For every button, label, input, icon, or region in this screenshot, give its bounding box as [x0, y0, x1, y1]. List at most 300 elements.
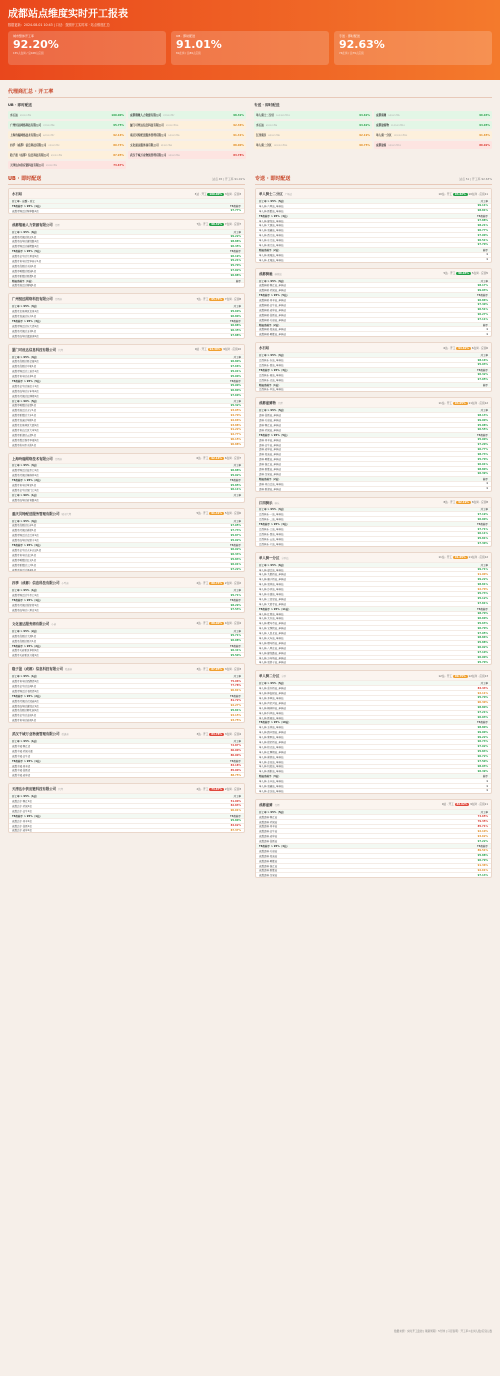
group-metric: 开工率	[233, 305, 241, 309]
group-label: 物流类骑手（2站）	[259, 248, 281, 252]
kpi-zs	[334, 31, 492, 65]
agent-card-headcount: 8在岗 · 应到8	[471, 501, 488, 505]
station-row[interactable]	[9, 828, 244, 833]
agent-card-header[interactable]	[9, 619, 244, 628]
station-rate: 95.63%	[477, 621, 488, 625]
station-name: 途骑·武侯站_单骑站	[259, 428, 282, 432]
station-rate: 80.00%	[230, 754, 241, 758]
agent-card-name: 单人骑士二分区	[259, 192, 283, 196]
agent-name: 成都骑驰	[376, 114, 387, 117]
station-name: 成都市锦江区合江亭1店	[12, 534, 39, 538]
agent-card-header[interactable]	[256, 498, 491, 507]
station-name: 成都市温江区柳城1店	[12, 284, 37, 288]
station-name: 成都千城·金牛店	[12, 754, 31, 758]
agent-count: 11在岗/应到12	[393, 134, 408, 137]
group-metric: 开工率	[480, 354, 488, 358]
group-metric: 开工率	[480, 508, 488, 512]
station-rate: 90.01%	[230, 809, 241, 813]
agent-card-tag: 代理	[274, 803, 280, 807]
group-label: T8类骑手 > 95%（2站）	[12, 479, 43, 483]
group-label: T8类骑手 > 95%（1站）	[12, 599, 43, 603]
station-name: 单人骑·六里站_单骑站	[259, 204, 284, 208]
agent-rate: 92.36%	[233, 123, 244, 127]
station-rate: 95.70%	[477, 696, 488, 700]
agent-card-header[interactable]	[256, 343, 491, 352]
station-row[interactable]	[256, 541, 491, 546]
station-name: 单人骑·机投站_单骑站	[259, 765, 284, 769]
agent-rate: 96.03%	[479, 113, 490, 117]
agent-card-header[interactable]	[256, 800, 491, 809]
station-name: 成都市锦江区三圣乡1店	[12, 370, 39, 374]
station-name: 途骑·青白江站_单骑站	[259, 482, 284, 486]
station-rate: 99.22%	[477, 735, 488, 739]
agent-card-name: 成都骑驰	[259, 271, 273, 276]
station-rate: 98.29%	[230, 603, 241, 607]
agent-card-tag: 渠道商	[64, 668, 73, 672]
station-name: 途骑·成华站_单骑站	[259, 448, 282, 452]
station-name: 成都途骑·天府站	[259, 849, 278, 853]
station-name: 单人骑·紫荆站_单骑站	[259, 736, 284, 740]
group-label: 开工率 > 90%（5站）	[12, 399, 39, 403]
group-metric: T8类骑手	[230, 814, 241, 818]
station-rate: 98.13%	[477, 413, 488, 417]
agent-count: 3在岗/应到3	[50, 154, 63, 157]
summary-agent-cell[interactable]	[8, 111, 126, 119]
agent-card-headcount: 3在岗 · 应到4	[224, 732, 241, 736]
station-name: 成都千城·青羊店	[12, 764, 31, 768]
kpi-row	[8, 31, 492, 65]
station-rate: 95.71%	[230, 593, 241, 597]
group-metric: 开工率	[233, 519, 241, 523]
station-rate: 94.62%	[477, 834, 488, 838]
summary-agent-cell[interactable]	[254, 141, 372, 149]
station-rate: 95.70%	[477, 660, 488, 664]
station-rate: 92.70%	[477, 587, 488, 591]
group-label: T8类骑手 > 95%（10站）	[259, 721, 291, 725]
group-label: T8类骑手 > 95%（4站）	[259, 523, 290, 527]
station-name: 成都市郫都区红光1店	[12, 558, 37, 562]
summary-agent-cell[interactable]	[374, 111, 492, 119]
station-row[interactable]	[256, 872, 491, 877]
group-metric: T8类骑手	[477, 845, 488, 849]
station-row[interactable]	[9, 442, 244, 447]
agent-card-name: 成都途骑物	[259, 401, 276, 406]
agent-card-station-count: 8站 · 开工	[443, 501, 456, 505]
station-rate: 95.50%	[230, 653, 241, 657]
station-rate: 96.80%	[230, 314, 241, 318]
station-row[interactable]	[256, 486, 491, 491]
summary-ub-grid	[8, 111, 246, 169]
station-rate: 97.90%	[477, 233, 488, 237]
agent-count: 4在岗/应到4	[160, 144, 172, 147]
station-name: 成都市金牛区九里堤1店	[12, 255, 39, 259]
station-rate: 98.81%	[477, 209, 488, 213]
agent-card-header[interactable]	[9, 220, 244, 229]
station-name: 成都途骑·金牛站	[259, 830, 278, 834]
agent-card-header[interactable]	[9, 578, 244, 587]
summary-agent-cell[interactable]	[374, 141, 492, 149]
rate-badge: 89.74%	[211, 581, 223, 585]
station-row[interactable]	[256, 659, 491, 664]
station-name: 成都途骑·新都站	[259, 869, 278, 873]
station-rate: 74.65%	[477, 815, 488, 819]
group-label: 物流类骑手（2站）	[259, 477, 281, 481]
agent-name: 四季（成都）信息科技有限公司	[10, 144, 47, 147]
station-name: 成都市锦江区书院街1店	[12, 689, 39, 693]
station-rate: 97.77%	[230, 209, 241, 213]
agent-card-stat	[196, 621, 241, 625]
station-name: 单人骑·文殊院站_单骑站	[259, 627, 287, 631]
station-rate: 97.74%	[230, 528, 241, 532]
summary-ub	[8, 101, 246, 169]
station-name: 成都市青羊区光华1店	[12, 375, 37, 379]
station-name: 江西骑乐·二站_单骑站	[259, 518, 284, 522]
station-rate: 96.92%	[477, 646, 488, 650]
station-rate: 92.11%	[477, 691, 488, 695]
kpi-label: 城市整体开工率	[13, 34, 35, 38]
agent-card-headcount: 7在岗 · 应到8	[224, 297, 241, 301]
station-rate: 97.92%	[477, 745, 488, 749]
group-metric: 骑手	[482, 323, 488, 327]
station-name: 成都达尔·高新1店	[12, 824, 32, 828]
agent-card-headcount: 11在岗 · 应到12	[468, 401, 488, 405]
agent-card-header[interactable]	[9, 189, 244, 198]
agent-card-station-count: 3站 · 开工	[196, 732, 209, 736]
station-rate: 1	[486, 482, 488, 486]
agent-card	[8, 508, 245, 573]
station-name: 成都市高新区孵化园1店	[12, 709, 39, 713]
summary-agent-cell[interactable]	[128, 131, 246, 139]
station-name: 成都市高新区新会展1店	[12, 360, 39, 364]
station-rate: 95.80%	[230, 819, 241, 823]
group-metric: T8类骑手	[230, 479, 241, 483]
station-name: 成都市郫都区安德1店	[12, 404, 37, 408]
station-rate: 96.01%	[477, 462, 488, 466]
station-name: 成都途骑·锦江站	[259, 815, 278, 819]
group-metric: 开工率	[233, 230, 241, 234]
station-rate: 97.50%	[477, 760, 488, 764]
station-name: 成都骑驰·青羊站_单骑站	[259, 299, 287, 303]
station-name: 单人骑·桐梓林站_单骑站	[259, 706, 287, 710]
station-rate: 96.27%	[477, 313, 488, 317]
agent-card-tag: 代理	[58, 348, 63, 352]
station-name: 单人骑·建设站_单骑站	[259, 219, 284, 223]
agent-card-tag: 代理	[54, 223, 60, 227]
station-rate: 97.14%	[477, 873, 488, 877]
agent-card-title	[259, 555, 289, 560]
summary-agent-cell[interactable]	[254, 111, 372, 119]
agent-card-header[interactable]	[9, 294, 244, 303]
station-name: 途骑·青羊站_单骑站	[259, 438, 282, 442]
agent-rate: 91.65%	[479, 133, 490, 137]
station-name: 成都市武侯区红牌楼1店	[12, 394, 39, 398]
summary-agent-cell[interactable]	[128, 151, 246, 159]
agent-card-title	[259, 400, 283, 405]
agent-count: 11在岗/应到12	[390, 124, 405, 127]
station-rate: 90.15%	[230, 438, 241, 442]
station-name: 成都市武侯区衣冠庙1店	[12, 699, 39, 703]
station-rate: 98.03%	[477, 764, 488, 768]
detail-columns	[8, 169, 492, 883]
agent-rate: 89.74%	[113, 143, 124, 147]
station-name: 单人骑·晋阳站_单骑站	[259, 770, 284, 774]
station-rate: 97.66%	[230, 364, 241, 368]
station-rate: 97.22%	[230, 567, 241, 571]
station-rate: 96.80%	[230, 359, 241, 363]
station-name: 成都市高新区大源1店	[12, 634, 37, 638]
group-metric: T8类骑手	[477, 294, 488, 298]
group-label: T8类骑手 > 95%（3站）	[259, 368, 290, 372]
agent-card-header[interactable]	[9, 509, 244, 518]
summary-agent-cell[interactable]	[374, 131, 492, 139]
group-label: 开工率 > 90%（1站）	[12, 493, 39, 497]
station-rate: 1	[486, 258, 488, 262]
station-rate: 95.60%	[230, 309, 241, 313]
agent-card-title	[12, 666, 72, 671]
station-rate: 95.84%	[477, 750, 488, 754]
agent-card-station-count: 5站 · 开工	[443, 272, 456, 276]
agent-card	[255, 268, 492, 338]
station-name: 成都市锦江区盐市口1店	[12, 469, 39, 473]
agent-card-headcount: 4在岗 · 应到4	[224, 622, 241, 626]
station-rate: 95.32%	[230, 403, 241, 407]
station-rate: 98.17%	[477, 283, 488, 287]
kpi-city	[8, 31, 166, 65]
station-rate: 93.75%	[230, 718, 241, 722]
group-label: T8类骑手 > 95%（1站）	[12, 759, 43, 763]
agent-count: 8在岗/应到8	[268, 134, 280, 137]
agent-count: 12在岗/应到13	[273, 144, 288, 147]
station-row[interactable]	[256, 788, 491, 793]
agent-card	[8, 344, 245, 448]
group-metric: 开工率	[233, 740, 241, 744]
summary-agent-cell[interactable]	[8, 131, 126, 139]
summary-agent-cell[interactable]	[254, 121, 372, 129]
station-name: 成都市双流区东升1店	[12, 315, 37, 319]
station-name: 单人骑·沙河站_单骑站	[259, 588, 284, 592]
agent-card-name: 稳子盈（成都）信息科技有限公司	[12, 667, 63, 672]
station-rate: 96.74%	[477, 740, 488, 744]
station-rate: 1	[486, 784, 488, 788]
agent-card-name: 水石站	[12, 192, 23, 196]
station-name: 成都途骑·双流站	[259, 854, 278, 858]
agent-card-headcount: 10在岗 · 应到11	[468, 192, 488, 196]
agent-card-header[interactable]	[256, 398, 491, 407]
agent-card-name: 四季（成都）信息科技有限公司	[12, 581, 60, 586]
station-row[interactable]	[9, 772, 244, 777]
group-label: T8类骑手 > 95%（11站）	[259, 607, 291, 611]
agent-card-station-count: 4站 · 开工	[196, 622, 209, 626]
station-row[interactable]	[256, 387, 491, 392]
station-name: 江西骑乐·东站_单骑站	[259, 359, 284, 363]
agent-card-header[interactable]	[256, 553, 491, 562]
station-rate: 91.90%	[477, 572, 488, 576]
summary-agent-cell[interactable]	[8, 121, 126, 129]
summary-agent-cell[interactable]	[128, 141, 246, 149]
station-rate: 97.60%	[230, 394, 241, 398]
agent-card	[255, 552, 492, 666]
group-metric: T8类骑手	[477, 433, 488, 437]
agent-card-header[interactable]	[9, 454, 244, 463]
agent-rate: 92.16%	[113, 133, 124, 137]
summary-agent-cell[interactable]	[128, 111, 246, 119]
summary-agent-cell[interactable]	[8, 161, 126, 169]
station-rate: 95.02%	[230, 473, 241, 477]
station-rate: 95.93%	[477, 363, 488, 367]
kpi-note: 74在岗 / 总79人应到	[339, 52, 364, 55]
agent-card-tag: 代理	[277, 402, 283, 406]
agent-card-header[interactable]	[9, 664, 244, 673]
summary-agent-cell[interactable]	[8, 141, 126, 149]
summary-zs-grid	[254, 111, 492, 149]
agent-name: 江西骑乐	[256, 134, 267, 137]
agent-card	[8, 663, 245, 723]
station-name: 单人骑·骡马市站_单骑站	[259, 622, 287, 626]
station-name: 成都市武侯区玉林1店	[12, 329, 37, 333]
agent-rate: 92.19%	[359, 133, 370, 137]
agent-card-name: 江西骑乐	[259, 500, 273, 505]
station-name: 成都市成华区双桥子1店	[12, 539, 39, 543]
station-name: 成都市成华区建设路1店	[12, 240, 39, 244]
ub-column	[8, 169, 245, 883]
agent-card-headcount: 7在岗 · 应到7	[224, 223, 241, 227]
station-rate: 96.60%	[477, 616, 488, 620]
agent-card-headcount: 5在岗 · 应到6	[224, 512, 241, 516]
group-metric: 开工率	[480, 199, 488, 203]
station-rate: 97.88%	[230, 334, 241, 338]
station-row[interactable]	[256, 257, 491, 262]
agent-card-tag: 代理商	[54, 457, 62, 461]
agent-card-header[interactable]	[256, 671, 491, 680]
rate-badge: 92.36%	[209, 348, 221, 352]
station-name: 江西骑乐·三站_单骑站	[259, 528, 284, 532]
station-row[interactable]	[9, 717, 244, 722]
station-row[interactable]	[9, 652, 244, 657]
station-rate: 75.96%	[230, 679, 241, 683]
station-rate: 92.77%	[230, 433, 241, 437]
station-rate: 95.70%	[477, 457, 488, 461]
station-rate: 97.05%	[477, 378, 488, 382]
agent-card-station-count: 7站 · 开工	[196, 297, 209, 301]
station-rate: 95.90%	[477, 438, 488, 442]
group-label: 开工率 > 95%（5站）	[259, 409, 286, 413]
station-name: 单人骑·棕北站_单骑站	[259, 745, 284, 749]
agent-card-stat	[439, 555, 488, 559]
page-footer: 数据来源：实时开工监控 | 刷新周期：5分钟 | 口径说明：开工率=在岗人数/应到人数	[394, 1330, 492, 1333]
agent-name: 上海玲瑞网络技术有限公司	[10, 134, 42, 137]
group-metric: 开工率	[233, 355, 241, 359]
agent-card-headcount: 6在岗 · 应到7	[224, 457, 241, 461]
group-metric: 开工率	[233, 464, 241, 468]
agent-card	[255, 342, 492, 392]
summary-agent-cell[interactable]	[128, 121, 246, 129]
agent-card-title	[12, 296, 62, 301]
station-rate: 96.88%	[230, 274, 241, 278]
agent-card-header[interactable]	[256, 189, 491, 198]
group-label: 开工率 > 95%（2站）	[12, 629, 39, 633]
agent-card-title	[259, 802, 279, 807]
station-rate: 99.00%	[477, 730, 488, 734]
agent-card-header[interactable]	[9, 784, 244, 793]
station-name: 江西骑乐·四站_单骑站	[259, 532, 284, 536]
station-row[interactable]	[9, 208, 244, 213]
agent-card-header[interactable]	[9, 729, 244, 738]
agent-rate: 94.05%	[479, 123, 490, 127]
station-row[interactable]	[9, 607, 244, 612]
group-metric: 开工率	[480, 409, 488, 413]
station-rate: 60.00%	[230, 749, 241, 753]
station-name: 成都市青羊区草堂1店	[12, 484, 37, 488]
agent-card-station-count: 5站 · 开工	[196, 512, 209, 516]
agent-rate: 94.62%	[359, 113, 370, 117]
station-rate: 1	[486, 789, 488, 793]
station-rate: 95.90%	[230, 384, 241, 388]
group-metric: T8类骑手	[477, 523, 488, 527]
station-rate: 94.15%	[230, 713, 241, 717]
summary-agent-cell[interactable]	[254, 131, 372, 139]
group-metric: 开工率	[480, 682, 488, 686]
group-label: T8类骑手 > 95%（5站）	[12, 250, 43, 254]
station-name: 途骑·新津站_单骑站	[259, 487, 282, 491]
rate-badge: 95.75%	[211, 297, 223, 301]
agent-card-headcount: 6在岗 · 应到6	[471, 346, 488, 350]
agent-card-headcount: 9在岗 · 应到10	[223, 348, 241, 352]
kpi-value: 92.63%	[339, 38, 385, 51]
agent-card-stat	[439, 192, 488, 196]
station-rate: 98.88%	[230, 239, 241, 243]
group-metric: T8类骑手	[477, 607, 488, 611]
station-name: 成都达尔·成华1店	[12, 829, 32, 833]
group-label: T8类骑手 > 95%（4站）	[259, 214, 290, 218]
station-row[interactable]	[256, 331, 491, 336]
station-name: 成都市武侯区倪家桥1店	[12, 604, 39, 608]
group-label: 开工率 > 95%（1站）	[12, 740, 39, 744]
agent-card-stat	[439, 674, 488, 678]
station-name: 单人骑·建设路站_单骑站	[259, 651, 287, 655]
page-subtitle: 数据更新：2024-08-01 10:43 | 口径：按照开工实时率 · 站点维度汇总	[8, 23, 110, 27]
station-name: 单人骑·太升站_单骑站	[259, 617, 284, 621]
station-row[interactable]	[9, 567, 244, 572]
agent-rate: 94.62%	[359, 123, 370, 127]
agent-card	[255, 670, 492, 793]
station-name: 成都市温江区永宁1店	[12, 409, 37, 413]
group-metric: 开工率	[480, 279, 488, 283]
agent-card-headcount: 2在岗 · 应到2	[224, 581, 241, 585]
station-rate: 98.81%	[477, 582, 488, 586]
station-name: 单人骑·西门站_单骑站	[259, 234, 284, 238]
station-rate: 1	[486, 327, 488, 331]
agent-card-name: 广州恒远网络科技有限公司	[12, 297, 53, 302]
agent-card-header[interactable]	[256, 269, 491, 278]
station-rate: 98.70%	[477, 612, 488, 615]
station-name: 江西骑乐·五站_单骑站	[259, 537, 284, 541]
group-label: 开工率 > 95%（1站）	[12, 675, 39, 679]
agent-card-header[interactable]	[9, 345, 244, 354]
station-row[interactable]	[9, 333, 244, 338]
station-rate: 97.11%	[477, 318, 488, 322]
summary-agent-cell[interactable]	[8, 151, 126, 159]
station-row[interactable]	[9, 282, 244, 287]
agent-name: 稳子盈（成都）信息科技有限公司	[10, 154, 49, 157]
group-label: T8类骑手 > 95%（5站）	[259, 433, 290, 437]
agent-name: 单人骑二分区	[256, 144, 272, 147]
station-name: 成都千城·成华店	[12, 774, 31, 778]
summary-agent-cell[interactable]	[374, 121, 492, 129]
agent-card-title	[12, 456, 62, 461]
station-name: 单人骑·簇桥站_单骑站	[259, 755, 284, 759]
rate-badge: 94.62%	[458, 346, 470, 350]
station-row[interactable]	[9, 497, 244, 502]
